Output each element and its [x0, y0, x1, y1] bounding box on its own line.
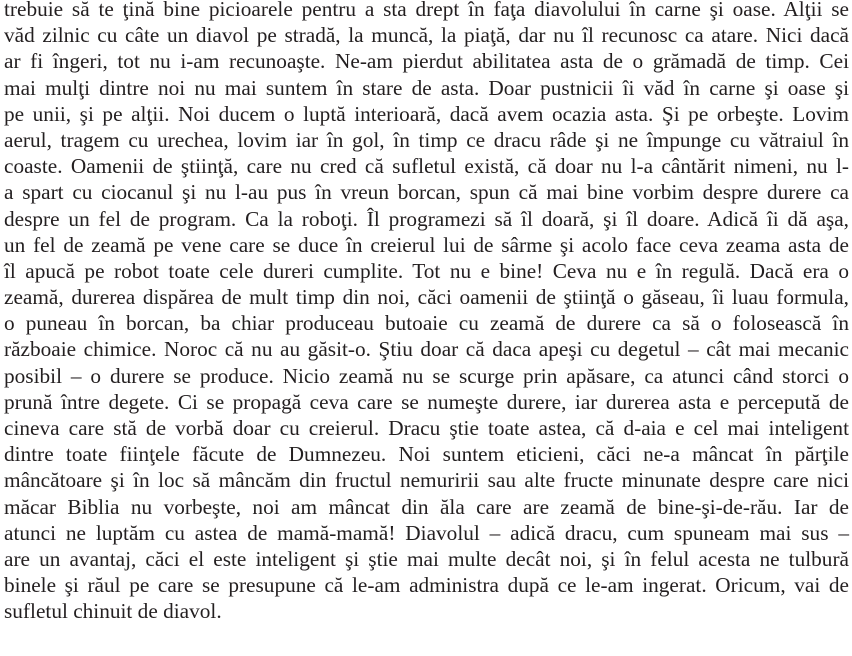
- text-line: despre un fel de program. Ca la roboţi. Îl programezi să îl doară, şi îl doare. Adică îi dă aşa,: [4, 206, 849, 231]
- text-line: a spart cu ciocanul şi nu l-au pus în vreun borcan, spun că mai bine vorbim despre durere ca: [4, 180, 849, 205]
- text-line: zeamă, durerea dispărea de mult timp din noi, căci oamenii de ştiinţă o găseau, îi luau formula,: [4, 285, 849, 310]
- text-line: coaste. Oamenii de ştiinţă, care nu cred că sufletul există, că doar nu l-a cântărit nimeni, nu l-: [4, 154, 849, 179]
- text-line: îl apucă pe robot toate cele dureri cumplite. Tot nu e bine! Ceva nu e în regulă. Dacă era o: [4, 258, 849, 283]
- text-line: pe unii, şi pe alţii. Noi ducem o luptă interioară, dacă avem ocazia asta. Şi pe orbeşte. Lovim: [4, 101, 849, 126]
- text-line: mai mulţi dintre noi nu mai suntem în stare de asta. Doar pustnicii îi văd în carne şi oase şi: [4, 75, 849, 100]
- text-line: un fel de zeamă pe vene care se duce în creierul lui de sârme şi acolo face ceva zeama asta de: [4, 232, 849, 257]
- text-line: are un avantaj, căci el este inteligent şi ştie mai multe decât noi, şi în felul acesta ne tulbură: [4, 546, 849, 571]
- text-line: sufletul chinuit de diavol.: [4, 599, 222, 624]
- text-line: măcar Biblia nu vorbeşte, noi am mâncat din ăla care are zeamă de bine-şi-de-rău. Iar de: [4, 494, 849, 519]
- text-line: trebuie să te ţină bine picioarele pentru a sta drept în faţa diavolului în carne şi oase. Alţii se: [4, 0, 849, 21]
- text-line: războaie chimice. Noroc că nu au găsit-o. Ştiu doar că daca apeşi cu degetul – cât mai mecanic: [4, 337, 849, 362]
- text-line: posibil – o durere se produce. Nicio zeamă nu se scurge prin apăsare, ca atunci când storci o: [4, 363, 849, 388]
- text-line: ar fi îngeri, tot nu i-am recunoaşte. Ne-am pierdut abilitatea asta de o grămadă de timp. Cei: [4, 49, 849, 74]
- text-line: prună între degete. Ci se propagă ceva care se numeşte durere, iar durerea asta e percepută de: [4, 389, 849, 414]
- text-line: binele şi răul pe care se presupune că le-am administra după ce le-am ingerat. Oricum, vai de: [4, 573, 849, 598]
- text-line: aerul, tragem cu urechea, lovim iar în gol, în timp ce dracu râde şi ne împunge cu vătraiul în: [4, 127, 849, 152]
- text-line: cineva care stă de vorbă doar cu creierul. Dracu ştie toate astea, că d-aia e cel mai inteligent: [4, 416, 849, 440]
- text-line: văd zilnic cu câte un diavol pe stradă, la muncă, la piaţă, dar nu îl recunosc ca atare. Nici dacă: [4, 23, 849, 48]
- text-line: mâncătoare şi în loc să mâncăm din fructul nemuririi sau alte fructe minunate despre care nici: [4, 468, 849, 493]
- text-line: atunci ne luptăm cu astea de mamă-mamă! Diavolul – adică dracu, cum spuneam mai sus –: [4, 520, 849, 545]
- text-line: dintre toate fiinţele făcute de Dumnezeu. Noi suntem eticieni, căci ne-a mâncat în părţile: [4, 442, 849, 467]
- text-line: o puneau în borcan, ba chiar produceau butoaie cu zeamă de durere ca să o folosească în: [4, 311, 849, 336]
